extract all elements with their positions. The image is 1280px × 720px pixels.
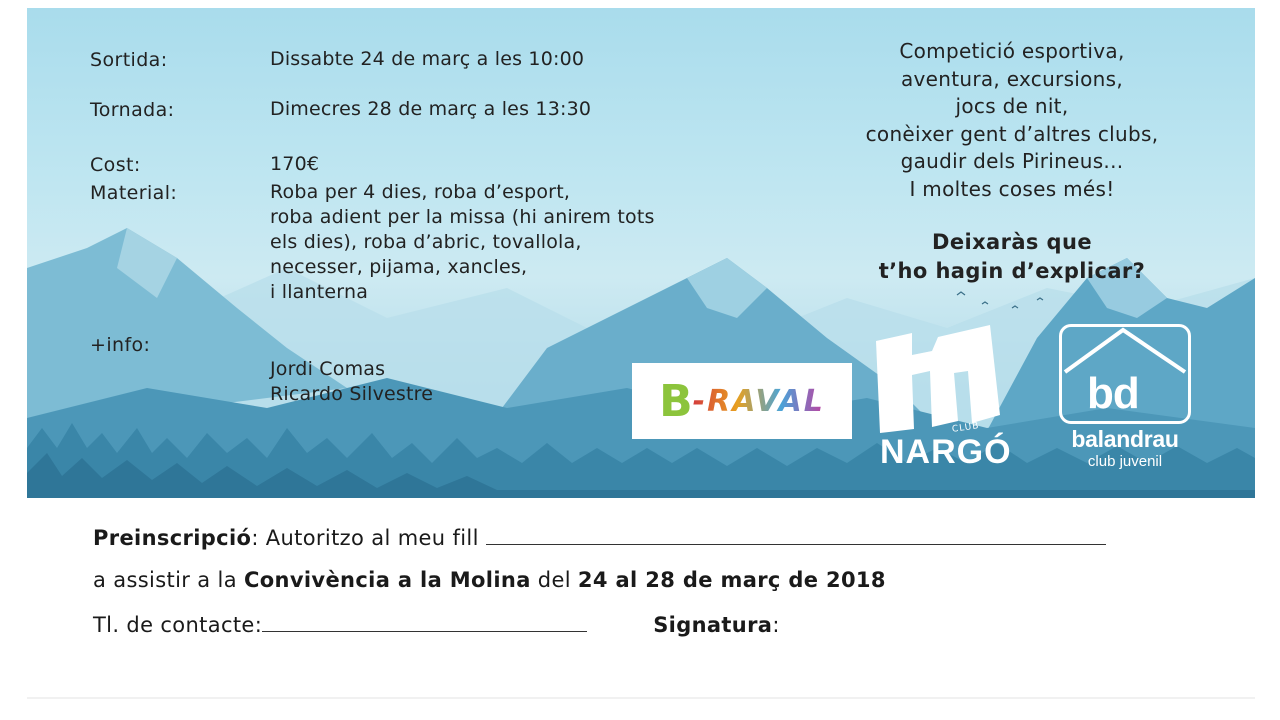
braval-logo-text: -RAVAL (692, 383, 825, 419)
question-line: Deixaràs que (932, 230, 1092, 254)
return-label: Tornada: (90, 99, 175, 121)
departure-value: Dissabte 24 de març a les 10:00 (270, 48, 585, 70)
material-list (270, 180, 655, 305)
child-name-field[interactable] (486, 527, 1106, 545)
nargo-mark-icon (872, 323, 1017, 433)
phone-label: Tl. de contacte: (93, 613, 263, 637)
event-name: Convivència a la Molina (243, 568, 531, 592)
cost-value: 170€ (270, 153, 320, 175)
bd-subtitle: club juvenil (1087, 453, 1163, 470)
material-label: Material: (90, 182, 178, 204)
contact-line (93, 613, 987, 637)
bd-name: balandrau (1071, 426, 1179, 452)
contact-name: Ricardo Silvestre (270, 383, 434, 405)
promo-line: conèixer gent d’altres clubs, (865, 121, 1159, 146)
bd-letters: bd (1087, 369, 1139, 418)
signature-colon: : (772, 613, 780, 637)
phone-field[interactable] (262, 614, 587, 632)
promo-line: I moltes coses més! (909, 176, 1115, 201)
attendance-line (93, 568, 886, 592)
signature-label: Signatura (653, 613, 773, 637)
return-value: Dimecres 28 de març a les 13:30 (270, 98, 592, 120)
cost-label: Cost: (90, 154, 141, 176)
material-line: i llanterna (270, 281, 369, 303)
promo-line: Competició esportiva, (899, 39, 1125, 63)
departure-label: Sortida: (90, 49, 168, 71)
material-line: Roba per 4 dies, roba d’esport, (270, 181, 571, 203)
event-dates: 24 al 28 de març de 2018 (577, 568, 886, 592)
material-line: necesser, pijama, xancles, (270, 256, 528, 278)
prereg-text: : Autoritzo al meu fill (251, 526, 479, 550)
question-line: t’ho hagin d’explicar? (878, 259, 1146, 283)
promo-line: gaudir dels Pirineus... (900, 149, 1124, 173)
promo-text (807, 38, 1217, 203)
promo-line: aventura, excursions, (900, 66, 1124, 91)
prereg-label: Preinscripció (93, 526, 252, 550)
attend-text: a assistir a la (93, 568, 244, 592)
contact-list (270, 357, 433, 407)
promo-question (807, 228, 1217, 286)
balandrau-logo (1057, 324, 1197, 474)
material-line: els dies), roba d’abric, tovallola, (270, 231, 582, 253)
info-label: +info: (90, 334, 151, 356)
material-line: roba adient per la missa (hi anirem tots (270, 206, 655, 228)
braval-logo-b: B (659, 375, 693, 427)
signature-field[interactable] (787, 614, 987, 632)
event-banner (27, 8, 1255, 498)
nargo-name: NARGÓ (880, 433, 1012, 471)
promo-line: jocs de nit, (955, 94, 1069, 118)
nargo-logo (872, 323, 1017, 473)
nargo-club-text: CLUB (951, 421, 981, 435)
contact-name: Jordi Comas (270, 358, 386, 380)
preregistration-line (93, 526, 1106, 550)
bottom-divider (27, 697, 1255, 699)
attend-mid: del (530, 568, 578, 592)
braval-logo (632, 363, 852, 439)
